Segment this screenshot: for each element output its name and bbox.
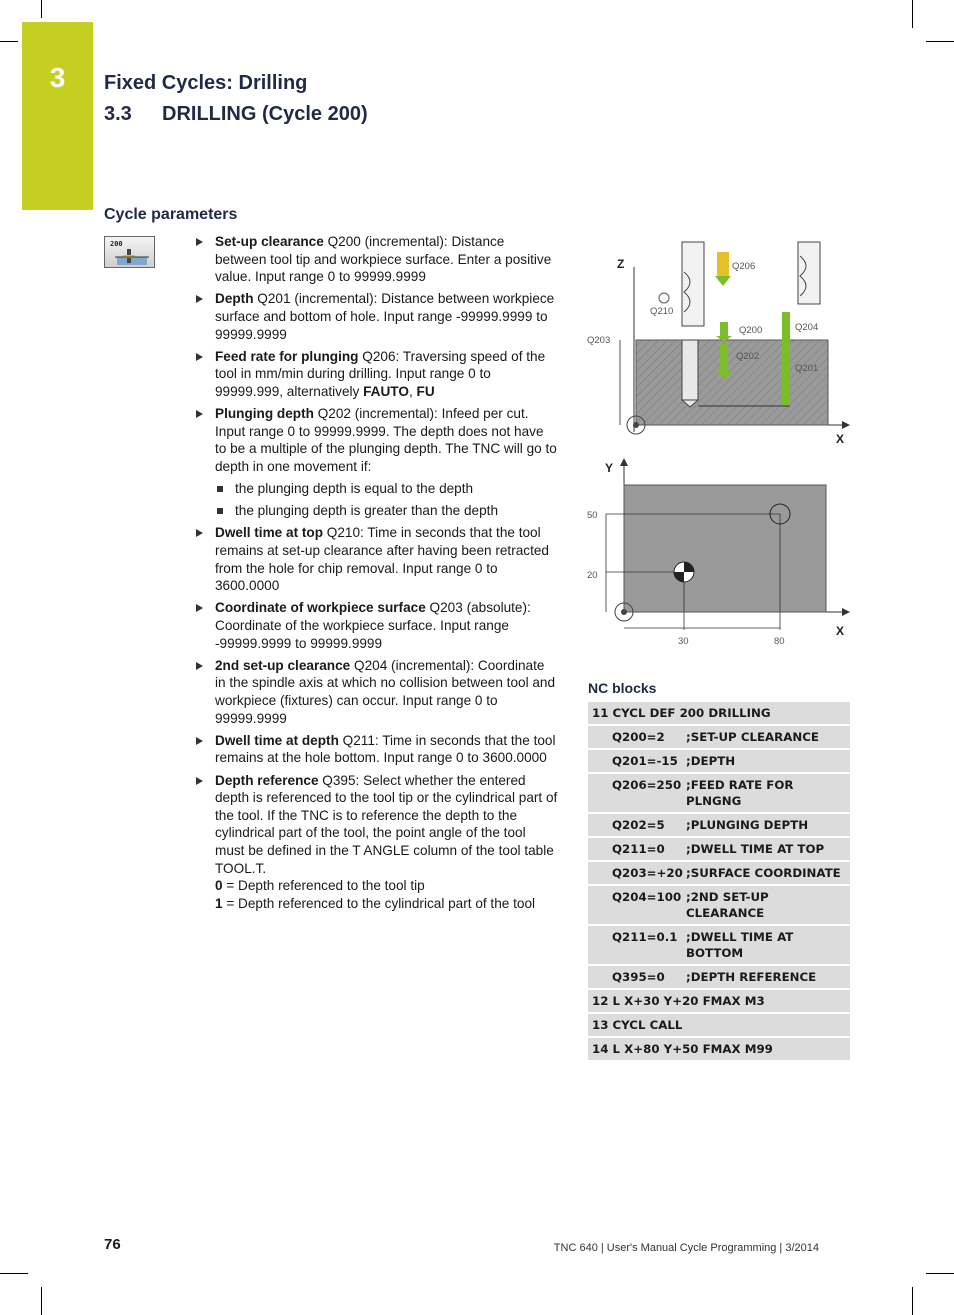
drill-hole bbox=[682, 340, 698, 400]
bullet-arrow-icon bbox=[196, 353, 203, 361]
option-separator: , bbox=[408, 383, 417, 399]
crop-mark bbox=[912, 0, 913, 28]
option-key: 1 bbox=[215, 895, 223, 911]
nc-block-text: 14 L X+80 Y+50 FMAX M99 bbox=[592, 1042, 773, 1056]
q210-label: Q210 bbox=[650, 306, 674, 317]
param-setup-clearance bbox=[196, 233, 558, 286]
bullet-square-icon bbox=[217, 508, 223, 514]
footer-text: TNC 640 | User's Manual Cycle Programming | 3/2014 bbox=[553, 1242, 819, 1254]
param-plunging-depth bbox=[196, 405, 558, 475]
feed-arrow-icon bbox=[715, 276, 731, 286]
crop-mark bbox=[41, 0, 42, 18]
y-axis-arrow-icon bbox=[620, 458, 628, 466]
q202-arrow bbox=[720, 344, 728, 372]
nc-param: Q201=-15 bbox=[612, 754, 678, 768]
nc-block-row bbox=[588, 1038, 850, 1060]
param-desc: Q210: Time in seconds that the tool remains at set-up clearance after having been retracted from the hole for chip removal. Input range 0 to 3600.0000 bbox=[215, 525, 549, 594]
nc-comment: ;DEPTH bbox=[686, 754, 736, 768]
bullet-arrow-icon bbox=[196, 737, 203, 745]
nc-param-row bbox=[588, 838, 850, 860]
x80-tick: 80 bbox=[774, 636, 785, 647]
option-text: = Depth referenced to the cylindrical part of the tool bbox=[222, 895, 536, 911]
plunge-condition bbox=[196, 502, 558, 520]
origin-dot-icon bbox=[633, 422, 639, 428]
nc-block-row bbox=[588, 1014, 850, 1036]
option-fauto: FAUTO bbox=[363, 383, 409, 399]
workpiece-plan bbox=[624, 485, 826, 612]
chapter-tab bbox=[22, 22, 93, 210]
param-desc: Q200 (incremental): Distance between tool tip and workpiece surface. Enter a positive value. Input range 0 to 99999.9999 bbox=[215, 234, 552, 285]
bullet-arrow-icon bbox=[196, 410, 203, 418]
nc-param-row bbox=[588, 926, 850, 964]
page-number: 76 bbox=[104, 1236, 121, 1253]
section-name: DRILLING (Cycle 200) bbox=[162, 103, 368, 125]
crop-mark bbox=[0, 1273, 28, 1274]
q200-arrow bbox=[720, 322, 728, 336]
z-axis-label: Z bbox=[617, 257, 625, 271]
feed-indicator-icon bbox=[717, 252, 729, 276]
option-text: = Depth referenced to the tool tip bbox=[222, 878, 425, 894]
param-name: 2nd set-up clearance bbox=[215, 657, 351, 673]
parameter-list bbox=[196, 233, 558, 917]
x-axis-arrow-bottom-icon bbox=[842, 608, 850, 616]
nc-param-row bbox=[588, 774, 850, 812]
q200-label: Q200 bbox=[739, 325, 763, 336]
nc-block-row bbox=[588, 702, 850, 724]
param-desc: Q203 (absolute): Coordinate of the workpiece surface. Input range -99999.9999 to 99999.9999 bbox=[215, 600, 531, 651]
param-desc: Q395: Select whether the entered depth is referenced to the tool tip or the cylindrical part of the tool. If the TNC is to reference the depth to the cylindrical part of the tool, the point angle of the tool must be defined in the T ANGLE column of the tool table TOOL.T. bbox=[215, 772, 558, 876]
condition-text: the plunging depth is greater than the depth bbox=[235, 503, 499, 519]
nc-block-text: 12 L X+30 Y+20 FMAX M3 bbox=[592, 994, 765, 1008]
clock-icon bbox=[659, 293, 669, 303]
drilling-diagram bbox=[580, 232, 852, 652]
nc-param: Q211=0.1 bbox=[612, 930, 678, 944]
nc-comment: ;FEED RATE FOR PLNGNG bbox=[686, 778, 794, 808]
softkey-label: 200 bbox=[110, 240, 123, 248]
y-axis-label: Y bbox=[605, 461, 614, 475]
param-feed-rate bbox=[196, 348, 558, 401]
param-name: Depth bbox=[215, 291, 254, 307]
param-2nd-clearance bbox=[196, 657, 558, 727]
nc-param: Q395=0 bbox=[612, 970, 665, 984]
origin-dot-bottom-icon bbox=[621, 609, 627, 615]
q202-label: Q202 bbox=[736, 351, 760, 362]
bullet-arrow-icon bbox=[196, 529, 203, 537]
section-title bbox=[104, 103, 368, 126]
nc-blocks-heading: NC blocks bbox=[588, 680, 657, 696]
nc-comment: ;DWELL TIME AT BOTTOM bbox=[686, 930, 794, 960]
plunge-condition bbox=[196, 480, 558, 498]
option-key: 0 bbox=[215, 878, 223, 894]
param-name: Plunging depth bbox=[215, 406, 314, 422]
nc-param: Q206=250 bbox=[612, 778, 682, 792]
nc-param-row bbox=[588, 886, 850, 924]
x-axis-arrow-icon bbox=[842, 421, 850, 429]
param-surface-coordinate bbox=[196, 599, 558, 652]
x30-tick: 30 bbox=[678, 636, 689, 647]
drill-icon bbox=[105, 237, 154, 267]
crop-mark bbox=[41, 1287, 42, 1315]
workpiece-section bbox=[636, 340, 828, 425]
crop-mark bbox=[912, 1287, 913, 1315]
condition-text: the plunging depth is equal to the depth bbox=[235, 481, 474, 497]
crop-mark bbox=[0, 41, 18, 42]
bullet-arrow-icon bbox=[196, 777, 203, 785]
nc-comment: ;SET-UP CLEARANCE bbox=[686, 730, 819, 744]
param-dwell-depth bbox=[196, 732, 558, 767]
nc-param-row bbox=[588, 814, 850, 836]
q203-label: Q203 bbox=[587, 335, 611, 346]
param-desc: Q211: Time in seconds that the tool remains at the hole bottom. Input range 0 to 3600.0000 bbox=[215, 732, 556, 766]
nc-comment: ;2ND SET-UP CLEARANCE bbox=[686, 890, 769, 920]
nc-param: Q211=0 bbox=[612, 842, 665, 856]
drill-tool-left bbox=[682, 242, 704, 326]
param-name: Dwell time at top bbox=[215, 525, 324, 541]
param-name: Set-up clearance bbox=[215, 234, 324, 249]
q201-label: Q201 bbox=[795, 363, 819, 374]
nc-param-row bbox=[588, 862, 850, 884]
bullet-arrow-icon bbox=[196, 662, 203, 670]
nc-param-row bbox=[588, 726, 850, 748]
section-number: 3.3 bbox=[104, 103, 132, 125]
nc-comment: ;PLUNGING DEPTH bbox=[686, 818, 809, 832]
param-desc: Q201 (incremental): Distance between workpiece surface and bottom of hole. Input range -99999.9999 to 99999.9999 bbox=[215, 291, 555, 342]
nc-block-row bbox=[588, 990, 850, 1012]
param-depth-reference bbox=[196, 772, 558, 913]
chapter-title: Fixed Cycles: Drilling bbox=[104, 72, 308, 94]
nc-param: Q200=2 bbox=[612, 730, 665, 744]
nc-comment: ;SURFACE COORDINATE bbox=[686, 866, 841, 880]
x-axis-label-top: X bbox=[836, 432, 845, 446]
x-axis-label-bottom: X bbox=[836, 624, 845, 638]
param-desc: Q206: Traversing speed of the tool in mm/min during drilling. Input range 0 to 99999.999, alternatively bbox=[215, 348, 546, 399]
param-name: Dwell time at depth bbox=[215, 732, 339, 748]
nc-block-text: 13 CYCL CALL bbox=[592, 1018, 683, 1032]
nc-comment: ;DEPTH REFERENCE bbox=[686, 970, 817, 984]
nc-block-text: 11 CYCL DEF 200 DRILLING bbox=[592, 706, 771, 720]
param-desc: Q202 (incremental): Infeed per cut. Input range 0 to 99999.9999. The depth does not have to be a multiple of the plunging depth. The TNC will go to depth in one movement if: bbox=[215, 406, 557, 474]
nc-blocks-table bbox=[588, 702, 850, 1062]
param-name: Feed rate for plunging bbox=[215, 348, 359, 364]
param-desc: Q204 (incremental): Coordinate in the spindle axis at which no collision between tool and workpiece (fixtures) can occur. Input range 0 to 99999.9999 bbox=[215, 657, 556, 726]
bullet-arrow-icon bbox=[196, 604, 203, 612]
cycle-parameters-heading: Cycle parameters bbox=[104, 206, 238, 223]
q204-label: Q204 bbox=[795, 322, 819, 333]
nc-param-row bbox=[588, 966, 850, 988]
nc-param-row bbox=[588, 750, 850, 772]
bullet-square-icon bbox=[217, 486, 223, 492]
option-fu: FU bbox=[416, 383, 435, 399]
nc-param: Q204=100 bbox=[612, 890, 682, 904]
bullet-arrow-icon bbox=[196, 238, 203, 246]
bullet-arrow-icon bbox=[196, 295, 203, 303]
param-name: Coordinate of workpiece surface bbox=[215, 600, 426, 616]
param-name: Depth reference bbox=[215, 772, 319, 788]
y50-tick: 50 bbox=[587, 510, 598, 521]
param-dwell-top bbox=[196, 524, 558, 594]
nc-comment: ;DWELL TIME AT TOP bbox=[686, 842, 825, 856]
q201-arrow bbox=[782, 312, 790, 406]
crop-mark bbox=[926, 41, 954, 42]
param-depth bbox=[196, 290, 558, 343]
nc-param: Q202=5 bbox=[612, 818, 665, 832]
chapter-number: 3 bbox=[49, 62, 66, 93]
cycle-200-softkey bbox=[104, 236, 155, 268]
q206-label: Q206 bbox=[732, 261, 756, 272]
crop-mark bbox=[926, 1273, 954, 1274]
y20-tick: 20 bbox=[587, 570, 598, 581]
nc-param: Q203=+20 bbox=[612, 866, 683, 880]
